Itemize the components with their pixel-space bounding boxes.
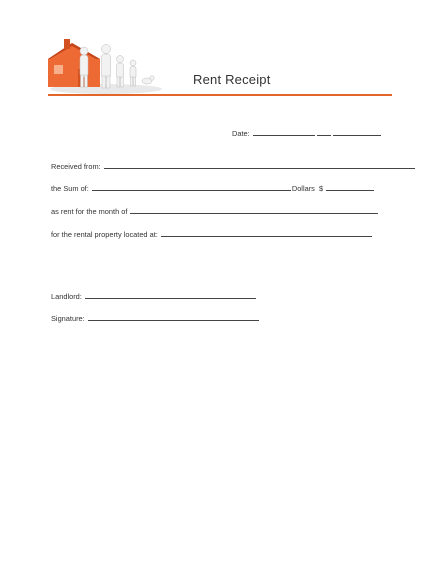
dollar-sign: $: [318, 184, 324, 193]
property-row: [51, 228, 373, 240]
landlord-row: [51, 290, 257, 302]
house-family-logo: [44, 37, 162, 95]
landlord-field[interactable]: [85, 290, 256, 299]
page-title: Rent Receipt: [193, 72, 271, 87]
sum-amount-field[interactable]: [326, 182, 374, 191]
received-from-label: Received from:: [51, 162, 101, 171]
date-field-2[interactable]: [317, 127, 331, 136]
property-field[interactable]: [161, 228, 372, 237]
sum-words-field[interactable]: [92, 182, 291, 191]
sum-label: the Sum of:: [51, 184, 89, 193]
landlord-label: Landlord:: [51, 292, 82, 301]
property-label: for the rental property located at:: [51, 230, 158, 239]
date-label: Date:: [232, 129, 250, 138]
date-field-1[interactable]: [253, 127, 315, 136]
signature-field[interactable]: [88, 312, 259, 321]
sum-row: [51, 182, 375, 194]
signature-row: [51, 312, 260, 324]
date-field-3[interactable]: [333, 127, 381, 136]
signature-label: Signature:: [51, 314, 85, 323]
date-row: [232, 127, 382, 139]
dollars-label: Dollars: [291, 184, 315, 193]
received-from-row: [51, 160, 416, 172]
title-divider: [48, 94, 392, 96]
rent-month-label: as rent for the month of: [51, 207, 128, 216]
rent-month-field[interactable]: [130, 205, 378, 214]
rent-month-row: [51, 205, 379, 217]
received-from-field[interactable]: [104, 160, 415, 169]
